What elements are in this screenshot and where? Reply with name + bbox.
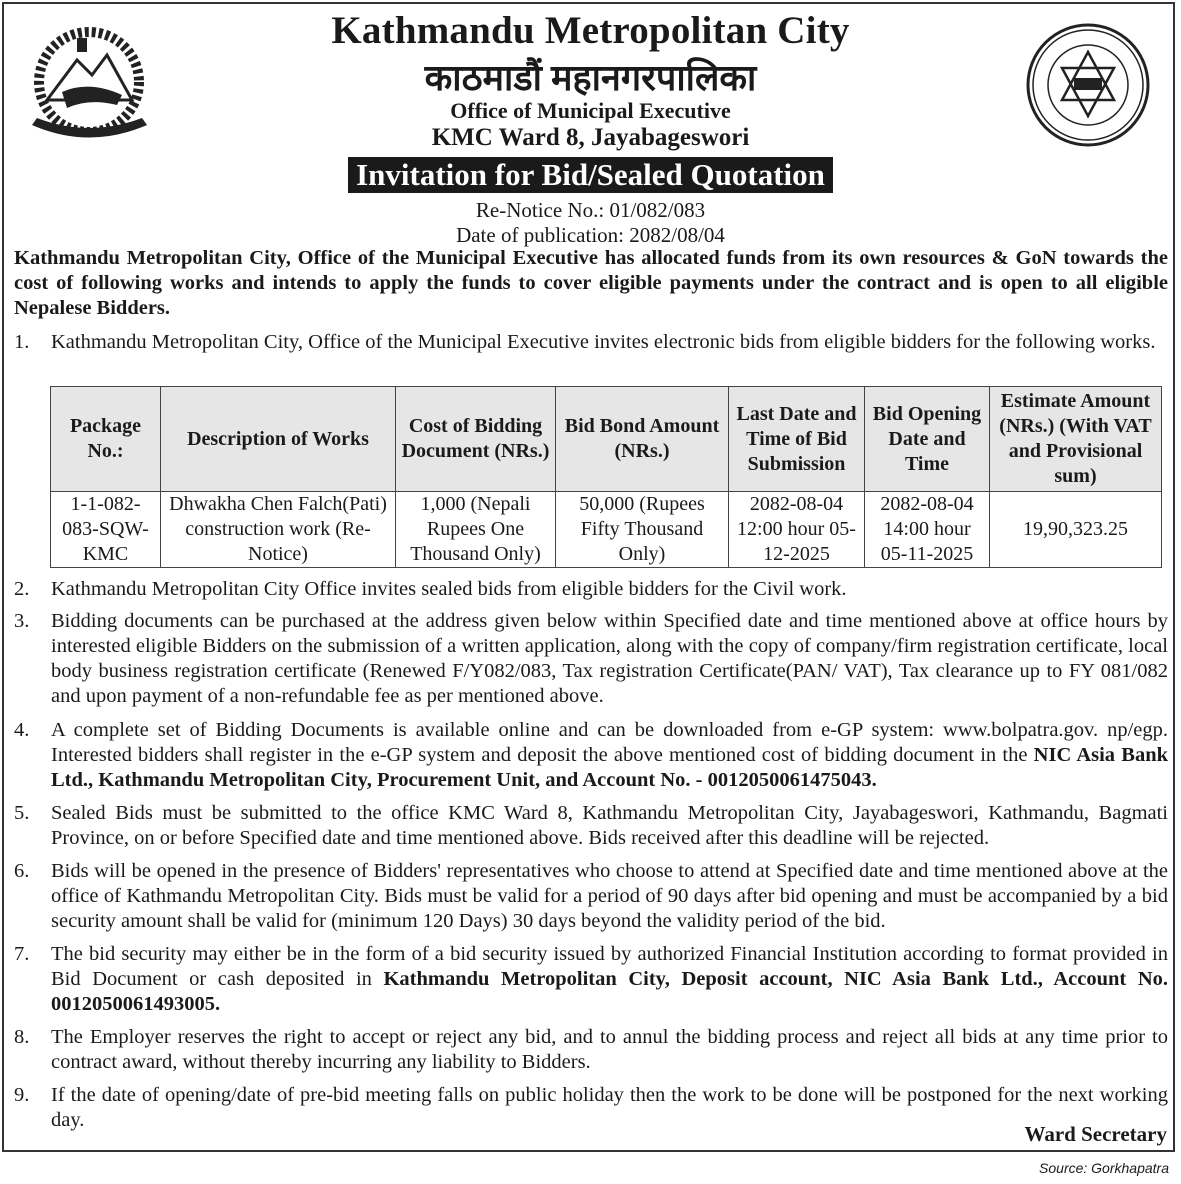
cell-estimate: 19,90,323.25 [990,492,1162,568]
list-item [14,942,1168,1017]
list-item [14,609,1168,709]
nepali-title: काठमाडौं महानगरपालिका [424,58,757,98]
item-number: 5. [14,802,30,824]
col-package: Package No.: [51,387,161,492]
notice-banner: Invitation for Bid/Sealed Quotation [348,157,833,193]
item-text: Bids will be opened in the presence of Bidders' representatives who choose to attend at Specified date and time mentioned above at the office of Kathmandu Metropolitan City. Bids must be valid for a period of 90 days after bid opening and must be accompanied by a bid security amount shall be valid for (minimum 120 Days) 30 days beyond the validity period of the bid. [51,860,1168,932]
col-bid-bond: Bid Bond Amount (NRs.) [556,387,729,492]
item-number: 3. [14,610,30,632]
publication-date: Date of publication: 2082/08/04 [456,223,725,247]
item-bold-text: Kathmandu Metropolitan City, Deposit account, NIC Asia Bank Ltd., Account No. 0012050061493005. [51,968,1168,1015]
list-item [14,718,1168,793]
item-text: The Employer reserves the right to accept or reject any bid, and to annul the bidding process and reject all bids at any time prior to contract award, without thereby incurring any liability to Bidders. [51,1026,1168,1073]
col-description: Description of Works [161,387,396,492]
item-bold-text: NIC Asia Bank Ltd., Kathmandu Metropolitan City, Procurement Unit, and Account No. - 0012050061475043. [51,744,1168,791]
bid-table [50,386,1162,568]
list-item [14,577,1168,602]
item-number: 2. [14,578,30,600]
cell-cost: 1,000 (Nepali Rupees One Thousand Only) [396,492,556,568]
item-number: 8. [14,1026,30,1048]
col-estimate: Estimate Amount (NRs.) (With VAT and Provisional sum) [990,387,1162,492]
item-text: Kathmandu Metropolitan City Office invites sealed bids from eligible bidders for the Civil work. [51,578,847,600]
cell-package: 1-1-082-083-SQW-KMC [51,492,161,568]
item-text: Kathmandu Metropolitan City, Office of the Municipal Executive invites electronic bids from eligible bidders for the following works. [51,331,1156,353]
signature: Ward Secretary [1024,1122,1167,1146]
cell-last-date: 2082-08-04 12:00 hour 05-12-2025 [729,492,865,568]
item-number: 4. [14,719,30,741]
ward-name: KMC Ward 8, Jayabageswori [431,124,750,151]
table-row [51,492,1162,568]
col-cost: Cost of Bidding Document (NRs.) [396,387,556,492]
item-number: 1. [14,331,30,353]
renotice-number: Re-Notice No.: 01/082/083 [475,198,706,222]
list-item [14,1083,1168,1133]
list-item [14,801,1168,851]
list-item [14,1025,1168,1075]
item-text: A complete set of Bidding Documents is available online and can be downloaded from e-GP system: www.bolpatra.gov. np/egp. Interested bidders shall register in the e-GP system and deposit the above mentioned cost of bidding document in the [51,719,1168,766]
item-number: 9. [14,1084,30,1106]
cell-opening: 2082-08-04 14:00 hour 05-11-2025 [865,492,990,568]
item-text: The bid security may either be in the form of a bid security issued by authorized Financial Institution according to format provided in Bid Document or cash deposited in [51,943,1168,990]
col-opening: Bid Opening Date and Time [865,387,990,492]
office-name: Office of Municipal Executive [450,98,731,123]
cell-bid-bond: 50,000 (Rupees Fifty Thousand Only) [556,492,729,568]
intro-paragraph: Kathmandu Metropolitan City, Office of the Municipal Executive has allocated funds from its own resources & GoN towards the cost of following works and intends to apply the funds to cover eligible payments under the contract and is open to all eligible Nepalese Bidders. [14,247,1168,319]
page-title: Kathmandu Metropolitan City [331,9,850,52]
cell-description: Dhwakha Chen Falch(Pati) construction work (Re-Notice) [161,492,396,568]
item-number: 7. [14,943,30,965]
list-item [14,330,1168,355]
item-text: Bidding documents can be purchased at the address given below within Specified date and time mentioned above at office hours by interested eligible Bidders on the submission of a written application, along with the copy of company/firm registration certificate, local body business registration certificate (Renewed F/Y082/083, Tax registration Certificate(PAN/ VAT), Tax clearance up to FY 081/082 and upon payment of a non-refundable fee as per mentioned above. [51,610,1168,707]
item-text: If the date of opening/date of pre-bid meeting falls on public holiday then the work to be done will be postponed for the next working day. [51,1084,1168,1131]
item-number: 6. [14,860,30,882]
item-text: Sealed Bids must be submitted to the office KMC Ward 8, Kathmandu Metropolitan City, Jayabageswori, Kathmandu, Bagmati Province, on or before Specified date and time mentioned above. Bids received after this deadline will be rejected. [51,802,1168,849]
col-last-date: Last Date and Time of Bid Submission [729,387,865,492]
list-item [14,859,1168,934]
table-header-row [51,387,1162,492]
source-credit: Source: Gorkhapatra [1039,1160,1169,1176]
